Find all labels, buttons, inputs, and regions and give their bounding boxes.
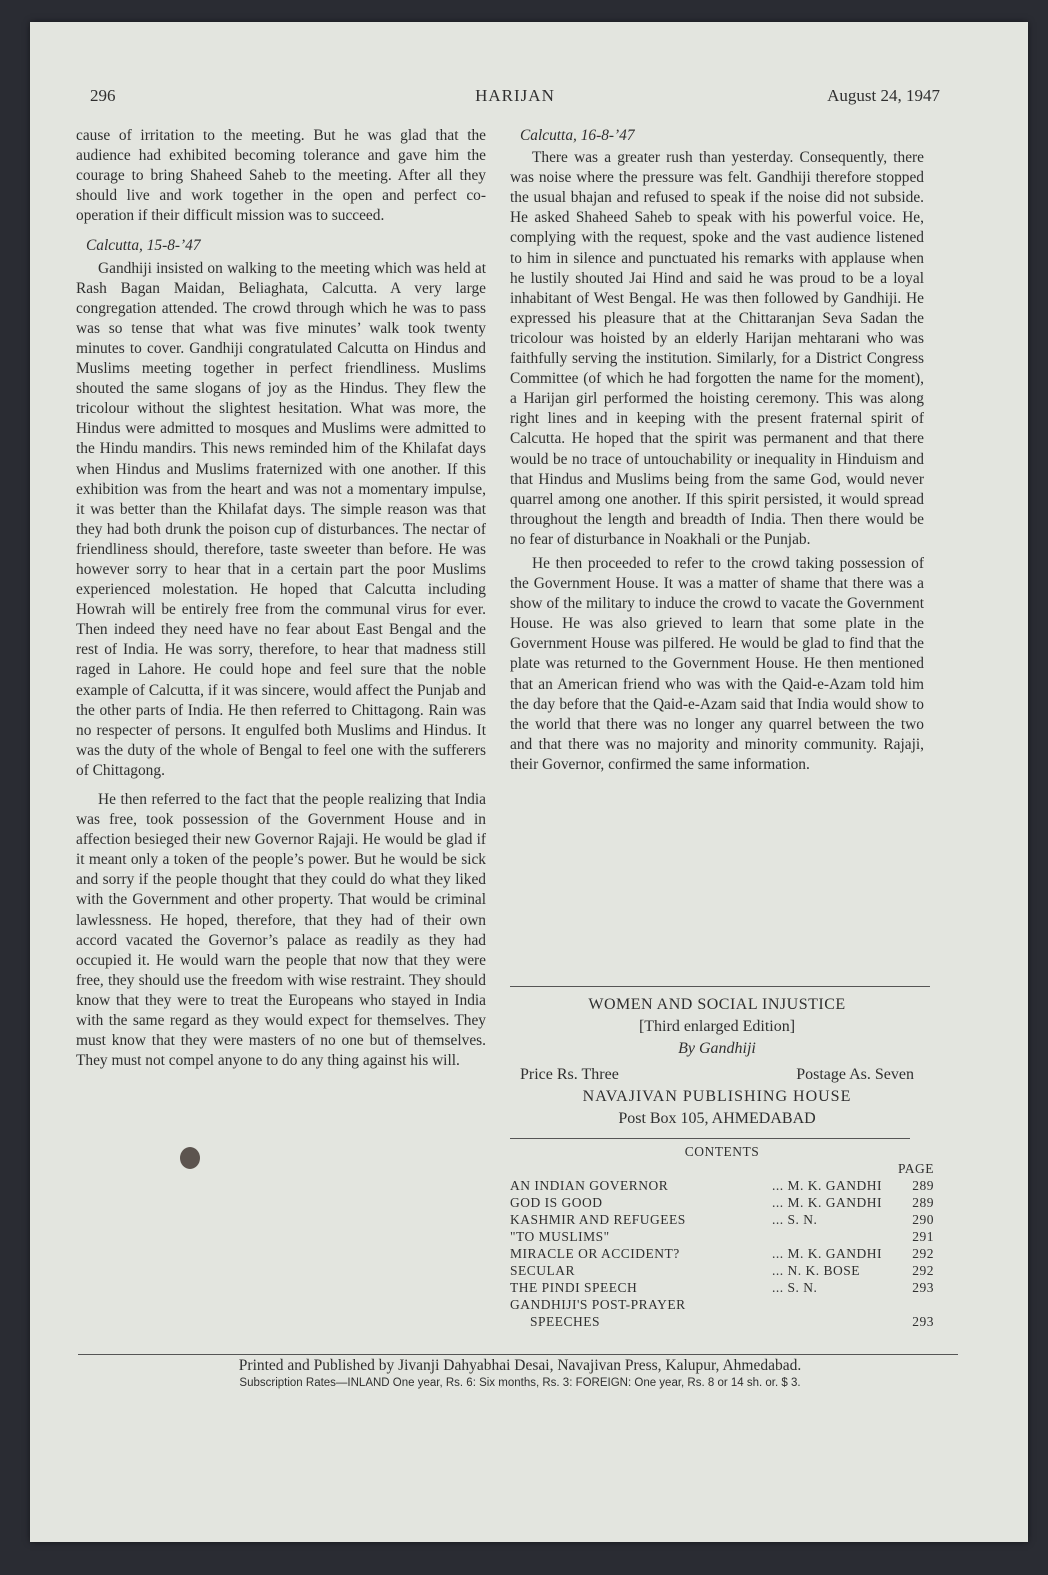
contents-row	[510, 1228, 934, 1245]
contents-page: 292	[912, 1263, 934, 1278]
contents-title: KASHMIR AND REFUGEES	[510, 1212, 686, 1227]
publication-title: HARIJAN	[475, 86, 555, 105]
dateline: Calcutta, 16-8-’47	[520, 127, 635, 144]
contents-page: 291	[912, 1229, 934, 1244]
contents-heading: CONTENTS	[684, 1144, 760, 1159]
ink-spot	[180, 1147, 200, 1169]
contents-title: GOD IS GOOD	[510, 1195, 603, 1210]
contents-author	[772, 1228, 902, 1245]
contents-author: ... M. K. GANDHI	[772, 1246, 882, 1261]
contents-page: 292	[912, 1246, 934, 1261]
page-number: 296	[90, 86, 116, 105]
ad-publisher: NAVAJIVAN PUBLISHING HOUSE	[582, 1088, 852, 1105]
contents-list	[510, 1177, 934, 1330]
right-column	[510, 126, 924, 775]
contents-page: 289	[912, 1178, 934, 1193]
contents-row	[510, 1211, 934, 1228]
ad-edition: [Third enlarged Edition]	[638, 1018, 796, 1035]
divider	[510, 986, 930, 987]
contents-title: "TO MUSLIMS"	[510, 1229, 610, 1244]
contents-page: 290	[912, 1212, 934, 1227]
contents-author: ... M. K. GANDHI	[772, 1178, 882, 1193]
left-column	[76, 126, 486, 1071]
contents-title: SPEECHES	[530, 1314, 601, 1329]
footer-divider	[78, 1354, 958, 1355]
contents-row	[510, 1245, 934, 1262]
contents-title: MIRACLE OR ACCIDENT?	[510, 1246, 680, 1261]
contents-row	[510, 1296, 934, 1313]
divider	[510, 1138, 910, 1139]
ad-book-title: WOMEN AND SOCIAL INJUSTICE	[588, 996, 846, 1013]
imprint	[90, 1357, 950, 1389]
ad-price: Price Rs. Three	[520, 1066, 619, 1083]
book-advertisement	[510, 994, 924, 1130]
subscription-rates: Subscription Rates—INLAND One year, Rs. 6: Six months, Rs. 3: FOREIGN: One year, Rs. 8 or 14 sh. or. $ 3.	[239, 1377, 801, 1389]
dateline: Calcutta, 15-8-’47	[86, 237, 201, 255]
contents-page: 293	[912, 1314, 934, 1329]
contents-title: SECULAR	[510, 1263, 576, 1278]
contents-page: 289	[912, 1195, 934, 1210]
contents-row	[510, 1262, 934, 1279]
article-paragraph: cause of irritation to the meeting. But he was glad that the audience had exhibited becoming tolerance and gave him the courage to bring Shaheed Saheb to the meeting. After all they should live and work together in the open and perfect co-operation if their difficult mission was to succeed.	[76, 127, 486, 225]
page-column-heading: PAGE	[897, 1161, 934, 1176]
contents-title: AN INDIAN GOVERNOR	[510, 1178, 669, 1193]
contents-author: ... S. N.	[772, 1280, 818, 1295]
contents-page: 293	[912, 1280, 934, 1295]
contents-table	[510, 1143, 934, 1330]
contents-row	[510, 1177, 934, 1194]
ad-address: Post Box 105, AHMEDABAD	[618, 1110, 816, 1127]
article-paragraph: He then proceeded to refer to the crowd taking possession of the Government House. It was a matter of shame that there was a show of the military to induce the crowd to vacate the Government House. He was also grieved to learn that some plate in the Government House was pilfered. He would be glad to find that the plate was returned to the Government House. He then mentioned that an American friend who was with the Qaid-e-Azam told him the day before that the Qaid-e-Azam said that India would show to the world that there was no longer any quarrel between the two and that there was no majority and minority community. Rajaji, their Governor, confirmed the same information.	[510, 554, 924, 773]
article-paragraph: He then referred to the fact that the people realizing that India was free, took possession of the Government House and in affection besieged their new Governor Rajaji. He would be glad if it meant only a token of the people’s power. But he would be sick and sorry if the people thought that they could do what they liked with the Government and other property. That would be criminal lawlessness. He hoped, therefore, that they had of their own accord vacated the Governor’s palace as readily as they had occupied it. He would warn the people that now that they were free, they should use the freedom with wise restraint. They should know that they were to treat the Europeans who stayed in India with the same regard as they would expect for themselves. They must know that they were masters of no one but of themselves. They must not compel anyone to do any thing against his will.	[76, 791, 486, 1070]
contents-author	[772, 1296, 902, 1313]
article-paragraph: There was a greater rush than yesterday. Consequently, there was noise where the pressure was felt. Gandhiji therefore stopped the usual bhajan and refused to speak if the noise did not subside. He asked Shaheed Saheb to speak with his powerful voice. He, complying with the request, spoke and the vast audience listened to him in silence and punctuated his remarks with applause when he lustily shouted Jai Hind and said he was proud to be a loyal inhabitant of West Bengal. He was then followed by Gandhiji. He expressed his pleasure that at the Chittaranjan Seva Sadan the tricolour was hoisted by an elderly Harijan mehtarani who was faithfully serving the institution. Similarly, for a District Congress Committee (of which he had forgotten the name for the moment), a Harijan girl performed the hoisting ceremony. This was along right lines and in keeping with the present fraternal spirit of Calcutta. He hoped that the spirit was permanent and that there would be no trace of untouchability or inequality in Hinduism and that Hindus and Muslims being from the same God, would never quarrel among one another. If this spirit persisted, it would spread throughout the length and breadth of India. Then there would be no fear of disturbance in Noakhali or the Punjab.	[510, 149, 924, 548]
newspaper-page	[30, 22, 1028, 1542]
contents-title: GANDHIJI'S POST-PRAYER	[510, 1297, 686, 1312]
page-header	[90, 86, 940, 110]
contents-author	[780, 1313, 904, 1330]
contents-author: ... N. K. BOSE	[772, 1263, 861, 1278]
imprint-line: Printed and Published by Jivanji Dahyabhai Desai, Navajivan Press, Kalupur, Ahmedabad.	[238, 1357, 802, 1374]
contents-page	[902, 1296, 934, 1313]
contents-author: ... S. N.	[772, 1212, 818, 1227]
article-paragraph: Gandhiji insisted on walking to the meeting which was held at Rash Bagan Maidan, Beliaghata, Calcutta. A very large congregation attended. The crowd through which he was to pass was so tense that what was five minutes’ walk took twenty minutes to cover. Gandhiji congratulated Calcutta on Hindus and Muslims meeting together in perfect friendliness. Muslims shouted the same slogans of joy as the Hindus. They flew the tricolour without the slightest hesitation. What was more, the Hindus were admitted to mosques and Muslims were admitted to the Hindu mandirs. This news reminded him of the Khilafat days when Hindus and Muslims fraternized with one another. If this exhibition was from the heart and was not a momentary impulse, it was better than the Khilafat days. The simple reason was that they had both drunk the poison cup of disturbances. The nectar of friendliness should, therefore, taste sweeter than before. He was however sorry to hear that in a certain part the poor Muslims experienced molestation. He hoped that Calcutta including Howrah will be entirely free from the communal virus for ever. Then indeed they need have no fear about East Bengal and the rest of India. He was sorry, therefore, to hear that madness still raged in Lahore. He could hope and feel sure that the noble example of Calcutta, if it was sincere, would affect the Punjab and the other parts of India. He then referred to Chittagong. Rain was no respecter of persons. It engulfed both Muslims and Hindus. It was the duty of the whole of Bengal to feel one with the sufferers of Chittagong.	[76, 259, 486, 779]
contents-row	[510, 1279, 934, 1296]
contents-row	[510, 1194, 934, 1211]
ad-postage: Postage As. Seven	[796, 1066, 914, 1083]
contents-author: ... M. K. GANDHI	[772, 1195, 882, 1210]
contents-row	[510, 1313, 934, 1330]
contents-title: THE PINDI SPEECH	[510, 1280, 638, 1295]
ad-author: By Gandhiji	[678, 1040, 756, 1057]
issue-date: August 24, 1947	[827, 86, 940, 105]
